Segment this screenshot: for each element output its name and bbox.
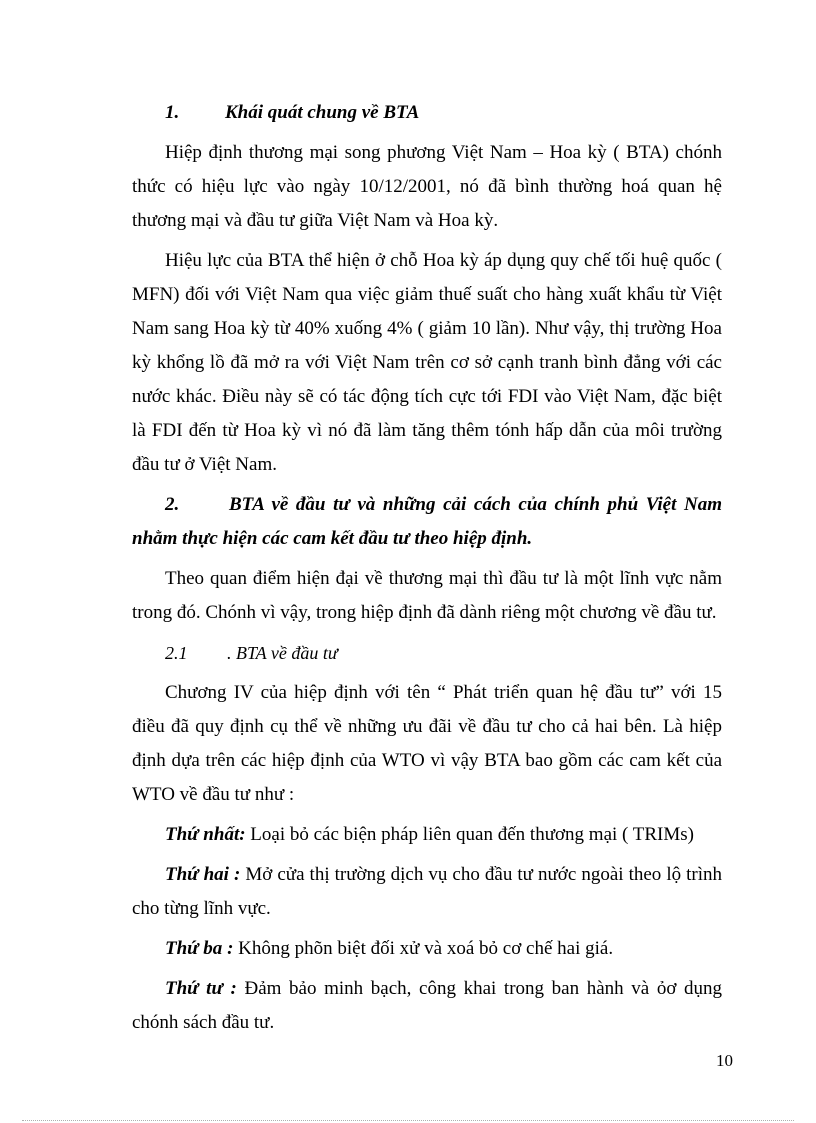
list-item-lead: Thứ tư: [165, 978, 223, 999]
list-item-text: Loại bỏ các biện pháp liên quan đến thương mại ( TRIMs): [250, 824, 694, 845]
section-2-title: BTA về đầu tư và những cải cách của chính phủ Việt Nam nhằm thực hiện các cam kết đầu tư theo hiệp định.: [132, 494, 722, 549]
paragraph: Chương IV của hiệp định với tên “ Phát triển quan hệ đầu tư” với 15 điều đã quy định cụ thể về những ưu đãi về đầu tư cho cả hai bên. Là hiệp định dựa trên các hiệp định của WTO vì vậy BTA bao gồm các cam kết của WTO về đầu tư như :: [132, 682, 722, 805]
list-item-colon: :: [239, 824, 246, 845]
list-item-colon: :: [222, 978, 237, 999]
paragraph: Hiệu lực của BTA thể hiện ở chỗ Hoa kỳ áp dụng quy chế tối huệ quốc ( MFN) đối với Việt Nam qua việc giảm thuế suất cho hàng xuất khẩu từ Việt Nam sang Hoa kỳ từ 40% xuống 4% ( giảm 10 lần). Như vậy, thị trường Hoa kỳ khổng lồ đã mở ra với Việt Nam trên cơ sở cạnh tranh bình đẳng với các nước khác. Điều này sẽ có tác động tích cực tới FDI vào Việt Nam, đặc biệt là FDI đến từ Hoa kỳ vì nó đã làm tăng thêm tónh hấp dẫn của môi trường đầu tư ở Việt Nam.: [132, 250, 722, 475]
list-item-lead: Thứ nhất: [165, 824, 240, 845]
list-item-lead: Thứ hai: [165, 864, 229, 885]
paragraph: Theo quan điểm hiện đại về thương mại thì đầu tư là một lĩnh vực nằm trong đó. Chónh vì vậy, trong hiệp định đã dành riêng một chương về đầu tư.: [132, 568, 722, 623]
list-item-colon: :: [228, 864, 241, 885]
section-1-number: 1.: [165, 102, 180, 123]
list-item-lead: Thứ ba: [165, 938, 223, 959]
section-2-heading: [132, 488, 722, 556]
list-item-colon: :: [222, 938, 234, 959]
section-2-1-title: . BTA về đầu tư: [227, 643, 338, 663]
section-1-title: Khái quát chung về BTA: [225, 102, 420, 123]
list-item-text: Đảm bảo minh bạch, công khai trong ban hành và ỏơ dụng chónh sách đầu tư.: [132, 978, 723, 1033]
section-1-heading: [132, 96, 722, 130]
list-item: [132, 932, 722, 966]
list-item: [132, 818, 722, 852]
page-content: [132, 96, 722, 1040]
page-number: 10: [716, 1051, 733, 1070]
list-item: [132, 858, 722, 926]
list-item-text: Không phõn biệt đối xử và xoá bỏ cơ chế hai giá.: [238, 938, 614, 959]
section-2-1-heading: [132, 636, 722, 670]
section-2-1-number: 2.1: [165, 643, 188, 663]
list-item-text: Mở cửa thị trường dịch vụ cho đầu tư nước ngoài theo lộ trình cho từng lĩnh vực.: [132, 864, 723, 919]
list-item: [132, 972, 722, 1040]
section-2-number: 2.: [165, 494, 180, 515]
paragraph: Hiệp định thương mại song phương Việt Nam – Hoa kỳ ( BTA) chónh thức có hiệu lực vào ngày 10/12/2001, nó đã bình thường hoá quan hệ thương mại và đầu tư giữa Việt Nam và Hoa kỳ.: [132, 142, 722, 231]
page-bottom-divider: [22, 1120, 794, 1121]
